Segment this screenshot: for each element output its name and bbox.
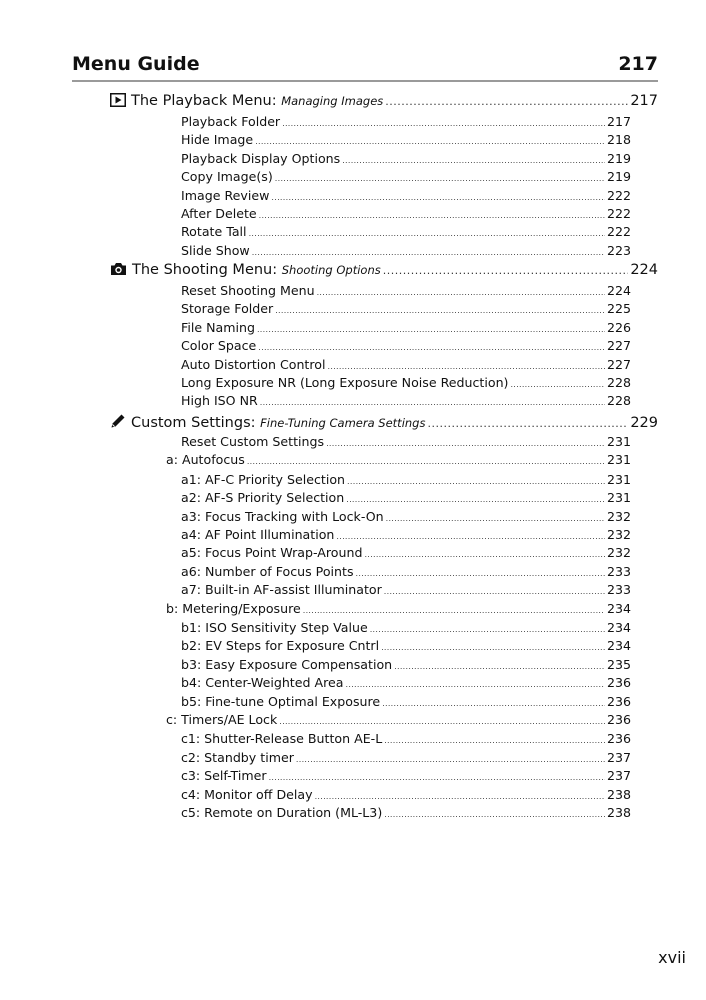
dot-leader: [296, 755, 605, 764]
toc-item-label: Playback Folder: [181, 114, 281, 129]
toc-page-number: 235: [606, 656, 631, 672]
toc-item[interactable]: [181, 638, 631, 653]
toc-item-label: a6: Number of Focus Points: [181, 563, 354, 579]
toc-page-number: 226: [606, 319, 631, 335]
toc-page-number: 236: [606, 675, 631, 691]
dot-leader: [384, 810, 605, 819]
toc-page-number: 232: [606, 545, 631, 561]
dot-leader: [252, 248, 605, 257]
toc-item[interactable]: [181, 224, 631, 239]
toc-page-number: 224: [606, 283, 631, 298]
toc-item-label: a: Autofocus: [166, 452, 245, 468]
toc-item[interactable]: [181, 490, 631, 505]
toc-page-number: 228: [606, 393, 631, 409]
toc-page-number: 231: [606, 471, 631, 487]
toc-item-label: c3: Self-Timer: [181, 768, 267, 784]
toc-item-label: Color Space: [181, 338, 257, 354]
toc-item[interactable]: [181, 787, 631, 802]
dot-leader: [255, 137, 605, 146]
toc-item[interactable]: [181, 206, 631, 221]
toc-item-label: Slide Show: [181, 242, 250, 258]
page-header: [72, 50, 658, 82]
dot-leader: [385, 95, 628, 108]
toc-item[interactable]: [181, 338, 631, 353]
toc-item-label: b1: ISO Sensitivity Step Value: [181, 620, 368, 635]
dot-leader: [364, 550, 605, 559]
toc-section-label: [110, 93, 383, 111]
toc-item-label: a5: Focus Point Wrap-Around: [181, 545, 363, 561]
toc-page-number: 217: [606, 114, 631, 129]
toc-item[interactable]: [181, 393, 631, 408]
toc-item-label: c4: Monitor off Delay: [181, 786, 313, 802]
toc-page-number: 232: [606, 527, 631, 542]
dot-leader: [382, 699, 605, 708]
toc-page-number: 222: [606, 187, 631, 203]
toc-item[interactable]: [181, 357, 631, 372]
toc-page-number: 231: [606, 452, 631, 468]
dot-leader: [249, 229, 605, 238]
toc-page-number: 236: [606, 731, 631, 747]
dot-leader: [303, 606, 605, 615]
toc-item[interactable]: [181, 169, 631, 184]
toc-page-number: 231: [606, 434, 631, 449]
toc-item-label: c5: Remote on Duration (ML-L3): [181, 805, 383, 820]
dot-leader: [275, 174, 605, 183]
dot-leader: [386, 514, 605, 523]
toc-item-label: b4: Center-Weighted Area: [181, 675, 344, 691]
toc-item-label: b: Metering/Exposure: [166, 600, 301, 616]
toc-item-label: Storage Folder: [181, 301, 274, 317]
toc-item[interactable]: [181, 675, 631, 690]
toc-item-label: Reset Shooting Menu: [181, 283, 315, 298]
toc-page-number: 237: [606, 768, 631, 784]
toc-item[interactable]: [181, 731, 631, 746]
toc-item-label: c1: Shutter-Release Button AE-L: [181, 731, 383, 747]
toc-item[interactable]: [181, 768, 631, 783]
toc-section-subtitle: Managing Images: [281, 94, 384, 108]
toc-item-label: Long Exposure NR (Long Exposure Noise Reduction): [181, 375, 509, 390]
toc-item[interactable]: [181, 564, 631, 579]
toc-page-number: 237: [606, 749, 631, 765]
dot-leader: [370, 625, 605, 634]
dot-leader: [259, 211, 605, 220]
dot-leader: [381, 643, 605, 652]
toc-page-number: 236: [606, 693, 631, 709]
toc-item-label: a7: Built-in AF-assist Illuminator: [181, 582, 382, 598]
toc-item[interactable]: [181, 434, 631, 449]
toc-item-label: b2: EV Steps for Exposure Cntrl: [181, 638, 380, 654]
dot-leader: [384, 587, 605, 596]
toc-page-number: 224: [630, 262, 658, 278]
toc-page-number: 222: [606, 206, 631, 221]
toc-section-label: [110, 413, 425, 433]
toc-item[interactable]: [181, 582, 631, 597]
toc-page-number: 234: [606, 620, 631, 635]
toc-section[interactable]: [110, 93, 658, 111]
toc-group-item[interactable]: [166, 452, 631, 467]
dot-leader: [427, 417, 628, 430]
toc-item[interactable]: [181, 694, 631, 709]
dot-leader: [271, 193, 605, 202]
toc-group-item[interactable]: [166, 601, 631, 616]
toc-page-number: 231: [606, 490, 631, 506]
toc-page-number: 217: [630, 93, 658, 109]
toc-item[interactable]: [181, 545, 631, 560]
toc-page-number: 238: [606, 786, 631, 802]
toc-page-number: 223: [606, 242, 631, 258]
toc-item-label: b3: Easy Exposure Compensation: [181, 656, 393, 672]
toc-item-label: a4: AF Point Illumination: [181, 527, 335, 542]
toc-item-label: Copy Image(s): [181, 169, 273, 185]
dot-leader: [326, 439, 605, 448]
dot-leader: [275, 306, 605, 315]
toc-item-label: Reset Custom Settings: [181, 434, 325, 449]
toc-item-label: Playback Display Options: [181, 150, 341, 166]
toc-item-label: c: Timers/AE Lock: [166, 712, 278, 727]
toc-page-number: 233: [606, 582, 631, 598]
toc-item[interactable]: [181, 301, 631, 316]
dot-leader: [347, 477, 605, 486]
toc-section-subtitle: Fine-Tuning Camera Settings: [260, 416, 426, 430]
dot-leader: [342, 156, 605, 165]
page-number: 217: [618, 53, 658, 75]
toc-item-label: Image Review: [181, 187, 270, 203]
toc-page-number: 227: [606, 356, 631, 372]
toc-section-label: [110, 262, 381, 280]
toc-page-number: 233: [606, 563, 631, 579]
dot-leader: [356, 569, 605, 578]
toc-page-number: 238: [606, 805, 631, 820]
toc-item[interactable]: [181, 151, 631, 166]
toc-section-subtitle: Shooting Options: [281, 263, 381, 277]
toc-section[interactable]: [110, 413, 658, 433]
dot-leader: [247, 457, 605, 466]
toc-item[interactable]: [181, 320, 631, 335]
dot-leader: [327, 362, 604, 371]
toc-item[interactable]: [181, 243, 631, 258]
camera-icon: [110, 262, 127, 280]
playback-icon: [110, 93, 126, 111]
toc-page-number: 225: [606, 301, 631, 317]
toc-item[interactable]: [181, 509, 631, 524]
dot-leader: [346, 495, 605, 504]
dot-leader: [260, 398, 605, 407]
toc-page-number: 222: [606, 224, 631, 240]
pencil-icon: [110, 413, 126, 433]
toc-item[interactable]: [181, 472, 631, 487]
toc-item[interactable]: [181, 283, 631, 298]
toc-page-number: 229: [630, 415, 658, 431]
toc-page-number: 236: [606, 712, 631, 727]
toc-item-label: Auto Distortion Control: [181, 356, 326, 372]
folio: xvii: [658, 948, 686, 967]
toc-item[interactable]: [181, 188, 631, 203]
toc-item-label: a3: Focus Tracking with Lock-On: [181, 508, 384, 524]
dot-leader: [315, 792, 605, 801]
toc-section-title: Custom Settings:: [131, 415, 261, 431]
toc-item-label: File Naming: [181, 319, 255, 335]
toc-item[interactable]: [181, 114, 631, 129]
toc-group-item[interactable]: [166, 712, 631, 727]
toc-page-number: 234: [606, 600, 631, 616]
dot-leader: [279, 717, 605, 726]
toc-item-label: Hide Image: [181, 132, 254, 148]
toc-section-title: The Playback Menu:: [131, 93, 282, 109]
toc-item-label: High ISO NR: [181, 393, 258, 409]
toc-item[interactable]: [181, 657, 631, 672]
toc-section-title: The Shooting Menu:: [132, 262, 282, 278]
toc-page-number: 218: [606, 132, 631, 148]
dot-leader: [336, 532, 605, 541]
dot-leader: [269, 773, 605, 782]
toc-item-label: After Delete: [181, 206, 257, 221]
toc-item[interactable]: [181, 620, 631, 635]
dot-leader: [282, 119, 605, 128]
toc-item-label: b5: Fine-tune Optimal Exposure: [181, 693, 381, 709]
toc-item[interactable]: [181, 527, 631, 542]
toc-page-number: 219: [606, 150, 631, 166]
toc-section[interactable]: [110, 262, 658, 280]
toc-item-label: c2: Standby timer: [181, 749, 294, 765]
dot-leader: [257, 325, 605, 334]
dot-leader: [258, 343, 605, 352]
toc-item-label: a2: AF-S Priority Selection: [181, 490, 345, 506]
toc-page-number: 234: [606, 638, 631, 654]
dot-leader: [394, 662, 605, 671]
toc-item[interactable]: [181, 805, 631, 820]
toc-page-number: 219: [606, 169, 631, 185]
toc-item-label: a1: AF-C Priority Selection: [181, 471, 346, 487]
toc-item[interactable]: [181, 132, 631, 147]
dot-leader: [384, 736, 605, 745]
toc-item[interactable]: [181, 750, 631, 765]
toc-item-label: Rotate Tall: [181, 224, 247, 240]
toc-page-number: 232: [606, 508, 631, 524]
dot-leader: [510, 380, 604, 389]
toc-item[interactable]: [181, 375, 631, 390]
page-title: Menu Guide: [72, 53, 200, 75]
toc-page-number: 227: [606, 338, 631, 354]
toc-page-number: 228: [606, 375, 631, 390]
dot-leader: [383, 264, 629, 277]
dot-leader: [317, 288, 605, 297]
dot-leader: [345, 680, 604, 689]
